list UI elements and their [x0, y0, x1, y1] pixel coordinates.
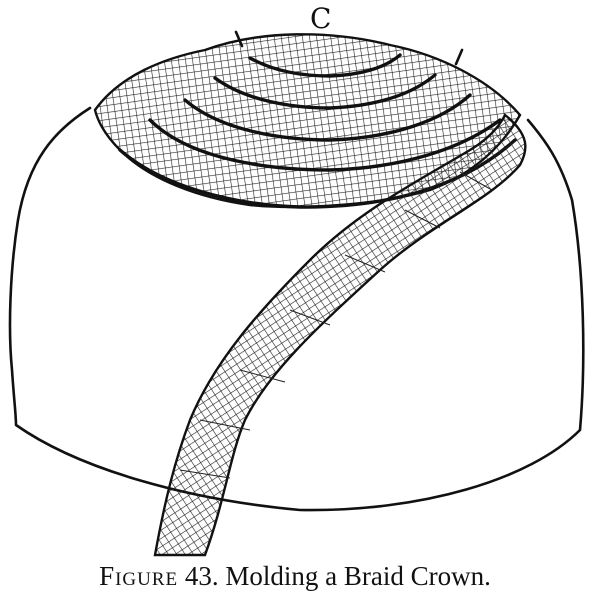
tick-right: [456, 50, 462, 64]
label-c: C: [310, 2, 332, 35]
caption-figure-number: 43.: [184, 561, 219, 591]
caption-title: Molding a Braid Crown.: [225, 561, 491, 591]
caption-figure-word: Figure: [99, 561, 179, 591]
figure-caption: [0, 560, 590, 592]
